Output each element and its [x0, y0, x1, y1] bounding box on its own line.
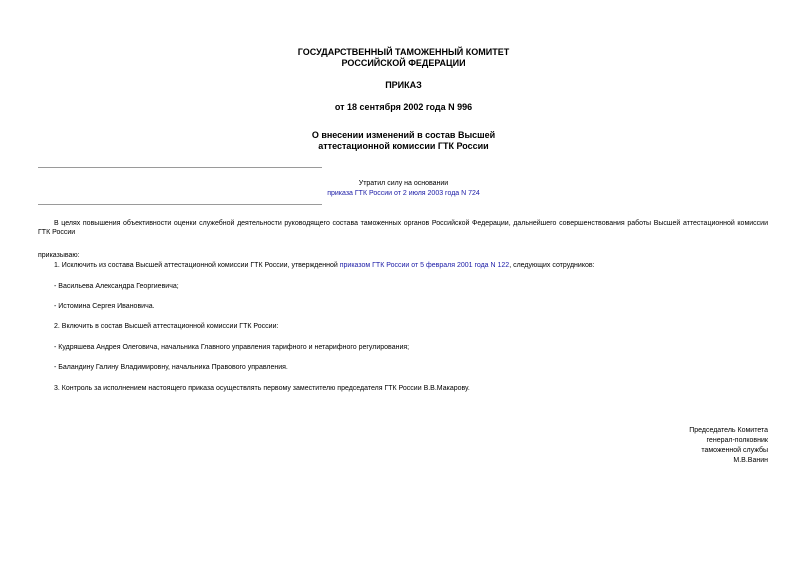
doc-subject-line1: О внесении изменений в состав Высшей — [311, 130, 496, 140]
item-1-prefix: 1. Исключить из состава Высшей аттестационной комиссии ГТК России, утвержденной — [54, 262, 340, 269]
order-word: приказываю: — [38, 252, 80, 259]
preamble-text: В целях повышения объективности оценки служебной деятельности руководящего состава таможенных органов Российской Федерации, дальнейшего совершенствования работы Высшей аттестационной комиссии ГТК России — [38, 220, 768, 236]
signature-line2: генерал-полковник — [706, 437, 768, 444]
status-link[interactable]: приказа ГТК России от 2 июля 2003 года N 724 — [327, 190, 480, 197]
separator-rule-bottom — [38, 204, 322, 205]
item-1 — [54, 261, 784, 270]
item-1-suffix: , следующих сотрудников: — [509, 262, 595, 269]
signature-name: М.В.Ванин — [733, 457, 768, 464]
signature-line1: Председатель Комитета — [689, 427, 768, 434]
item-2-person-1: - Кудряшева Андрея Олеговича, начальника Главного управления тарифного и нетарифного регулирования; — [54, 344, 410, 351]
item-1-person-1: - Васильева Александра Георгиевича; — [54, 283, 179, 290]
status-note: Утратил силу на основании — [358, 180, 449, 187]
item-2: 2. Включить в состав Высшей аттестационной комиссии ГТК России: — [54, 323, 279, 330]
item-1-person-2: - Истомина Сергея Ивановича. — [54, 303, 155, 310]
item-2-person-2: - Баландину Галину Владимировну, начальника Правового управления. — [54, 364, 288, 371]
item-1-link[interactable]: приказом ГТК России от 5 февраля 2001 года N 122 — [339, 262, 510, 269]
doc-type: ПРИКАЗ — [385, 80, 422, 90]
doc-date-number: от 18 сентября 2002 года N 996 — [334, 102, 473, 112]
doc-subject-line2: аттестационной комиссии ГТК России — [318, 141, 489, 151]
item-3: 3. Контроль за исполнением настоящего приказа осуществлять первому заместителю председателя ГТК России В.В.Макарову. — [54, 385, 470, 392]
signature-line3: таможенной службы — [701, 447, 768, 454]
org-name-line2: РОССИЙСКОЙ ФЕДЕРАЦИИ — [341, 58, 466, 68]
org-name-line1: ГОСУДАРСТВЕННЫЙ ТАМОЖЕННЫЙ КОМИТЕТ — [297, 47, 510, 57]
separator-rule-top — [38, 167, 322, 168]
